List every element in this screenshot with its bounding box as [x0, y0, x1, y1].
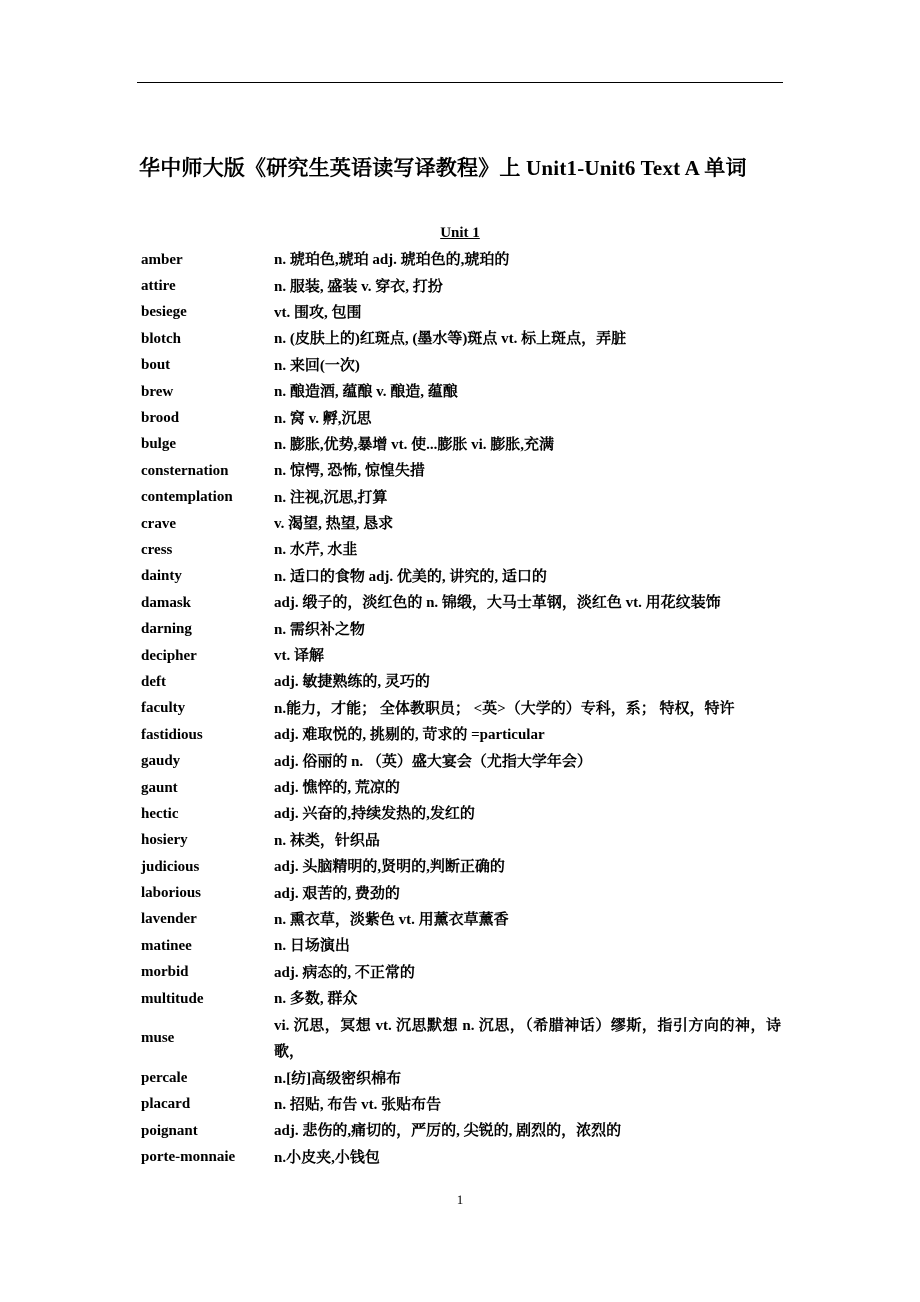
vocab-row: [141, 722, 781, 748]
vocab-definition: adj. 悲伤的,痛切的，严厉的, 尖锐的, 剧烈的，浓烈的: [274, 1123, 622, 1140]
vocab-definition: n. 日场演出: [274, 938, 350, 955]
vocabulary-list: [141, 247, 781, 1171]
vocab-word: fastidious: [141, 726, 203, 743]
vocab-row: [141, 933, 781, 959]
vocab-row: [141, 696, 781, 722]
vocab-word: darning: [141, 621, 192, 638]
vocab-row: [141, 854, 781, 880]
vocab-definition: adj. 憔悴的, 荒凉的: [274, 780, 400, 796]
vocab-word: brew: [141, 383, 174, 400]
vocab-word: poignant: [141, 1122, 198, 1139]
vocab-word: attire: [141, 278, 176, 295]
vocab-word: multitude: [141, 990, 204, 1007]
vocab-word: muse: [141, 1030, 175, 1047]
vocab-row: [141, 1092, 781, 1118]
vocab-definition: adj. 艰苦的, 费劲的: [274, 885, 400, 902]
vocab-row: [141, 590, 781, 616]
vocab-row: [141, 1145, 781, 1171]
vocab-word: judicious: [141, 858, 200, 875]
vocab-definition: n. 惊愕, 恐怖, 惊惶失措: [274, 463, 425, 480]
vocab-word: hosiery: [141, 832, 188, 849]
vocab-definition: n. 招贴, 布告 vt. 张贴布告: [274, 1096, 442, 1113]
vocab-row: [141, 775, 781, 801]
vocab-row: [141, 511, 781, 537]
vocab-word: crave: [141, 515, 176, 532]
vocab-word: deft: [141, 673, 166, 690]
vocab-definition: vt. 围攻, 包围: [274, 304, 362, 321]
vocab-definition: n. (皮肤上的)红斑点, (墨水等)斑点 vt. 标上斑点，弄脏: [274, 331, 627, 348]
vocab-row: [141, 801, 781, 827]
vocab-word: bulge: [141, 436, 177, 453]
vocab-word: besiege: [141, 304, 187, 321]
vocab-word: matinee: [141, 937, 192, 954]
vocab-row: [141, 880, 781, 906]
unit-heading: Unit 1: [440, 225, 480, 241]
header-rule: [137, 82, 783, 83]
vocab-word: lavender: [141, 911, 197, 928]
vocab-definition: adj. 难取悦的, 挑剔的, 苛求的 =particular: [274, 727, 545, 744]
vocab-definition: n. 膨胀,优势,暴增 vt. 使...膨胀 vi. 膨胀,充满: [274, 436, 555, 453]
vocab-word: contemplation: [141, 489, 233, 506]
vocab-row: [141, 247, 781, 273]
vocab-definition: n. 来回(一次): [274, 357, 360, 374]
vocab-row: [141, 458, 781, 484]
vocab-definition: v. 渴望, 热望, 恳求: [274, 516, 394, 533]
vocab-row: [141, 748, 781, 774]
vocab-word: damask: [141, 594, 192, 611]
vocab-row: [141, 300, 781, 326]
vocab-row: [141, 273, 781, 299]
vocab-definition: n. 水芹, 水韭: [274, 542, 358, 559]
vocab-definition: vi. 沉思，冥想 vt. 沉思默想 n. 沉思，（希腊神话）缪斯，指引方向的神，诗歌，: [274, 1017, 781, 1060]
vocab-definition: n. 注视,沉思,打算: [274, 489, 388, 506]
vocab-definition: n. 多数, 群众: [274, 991, 358, 1008]
vocab-row: [141, 643, 781, 669]
vocab-word: cress: [141, 541, 173, 558]
vocab-row: [141, 353, 781, 379]
vocab-definition: n. 酿造酒, 蕴酿 v. 酿造, 蕴酿: [274, 384, 458, 401]
vocab-word: dainty: [141, 568, 182, 585]
vocab-word: gaunt: [141, 779, 178, 796]
vocab-word: placard: [141, 1096, 191, 1113]
page-number: 1: [456, 1192, 464, 1207]
vocab-word: decipher: [141, 647, 197, 664]
vocab-row: [141, 537, 781, 563]
vocab-definition: n. 熏衣草，淡紫色 vt. 用薰衣草薰香: [274, 911, 509, 928]
vocab-row: [141, 564, 781, 590]
vocab-definition: n. 服装, 盛装 v. 穿衣, 打扮: [274, 278, 443, 295]
vocab-word: percale: [141, 1070, 188, 1087]
vocab-word: laborious: [141, 885, 202, 902]
vocab-word: amber: [141, 251, 183, 268]
vocab-word: bout: [141, 357, 171, 374]
vocab-row: [141, 960, 781, 986]
vocab-word: consternation: [141, 462, 229, 479]
vocab-definition: n. 窝 v. 孵,沉思: [274, 410, 372, 427]
vocab-word: faculty: [141, 700, 186, 717]
vocab-row: [141, 1065, 781, 1091]
vocab-row: [141, 379, 781, 405]
vocab-row: [141, 986, 781, 1012]
vocab-row: [141, 669, 781, 695]
vocab-definition: n. 需织补之物: [274, 621, 365, 638]
vocab-definition: n. 袜类，针织品: [274, 832, 380, 849]
vocab-word: brood: [141, 410, 180, 427]
vocab-definition: n.[纺]高级密织棉布: [274, 1070, 402, 1087]
vocab-word: morbid: [141, 964, 189, 981]
vocab-definition: adj. 敏捷熟练的, 灵巧的: [274, 674, 430, 691]
vocab-definition: vt. 译解: [274, 648, 324, 665]
vocab-definition: n.小皮夹,小钱包: [274, 1149, 380, 1166]
vocab-definition: n.能力，才能； 全体教职员； <英>（大学的）专科，系； 特权，特许: [274, 700, 735, 717]
vocab-definition: adj. 头脑精明的,贤明的,判断正确的: [274, 859, 505, 876]
vocab-definition: adj. 俗丽的 n. （英）盛大宴会（尤指大学年会）: [274, 753, 592, 770]
vocab-definition: n. 琥珀色,琥珀 adj. 琥珀色的,琥珀的: [274, 252, 510, 269]
vocab-definition: adj. 兴奋的,持续发热的,发红的: [274, 806, 475, 823]
vocab-word: porte-monnaie: [141, 1149, 236, 1166]
vocab-row: [141, 907, 781, 933]
vocab-definition: adj. 缎子的，淡红色的 n. 锦缎，大马士革钢，淡红色 vt. 用花纹装饰: [274, 595, 721, 612]
vocab-row: [141, 1118, 781, 1144]
vocab-row: [141, 828, 781, 854]
vocab-word: gaudy: [141, 753, 181, 770]
vocab-row: [141, 405, 781, 431]
vocab-word: hectic: [141, 805, 179, 822]
vocab-definition: adj. 病态的, 不正常的: [274, 964, 415, 981]
vocab-row: [141, 326, 781, 352]
vocab-word: blotch: [141, 330, 182, 347]
document-title: 华中师大版《研究生英语读写译教程》上 Unit1-Unit6 Text A 单词: [139, 156, 747, 180]
vocab-row: [141, 1012, 781, 1065]
vocab-row: [141, 616, 781, 642]
vocab-row: [141, 485, 781, 511]
vocab-row: [141, 432, 781, 458]
vocab-definition: n. 适口的食物 adj. 优美的, 讲究的, 适口的: [274, 568, 547, 585]
